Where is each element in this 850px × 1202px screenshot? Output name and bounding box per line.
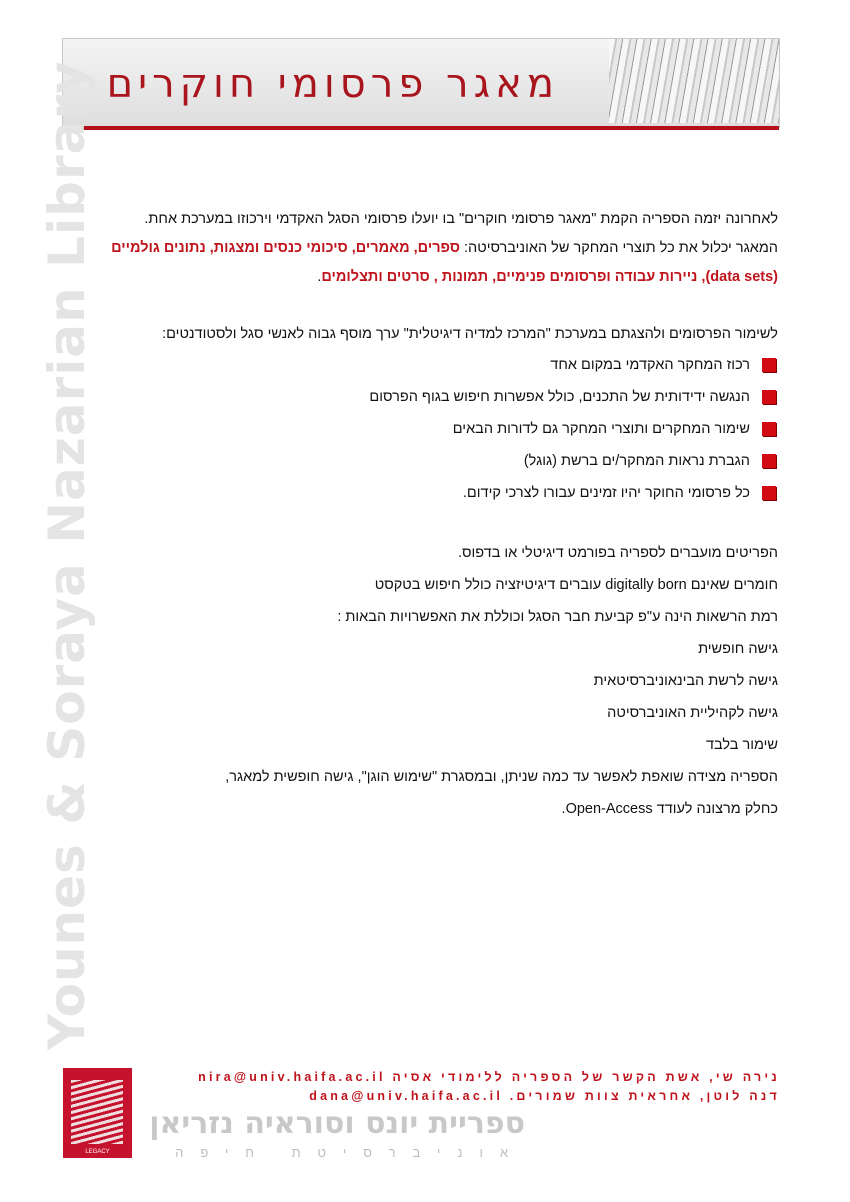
intro-line-2-text: המאגר יכלול את כל תוצרי המחקר של האוניברסיטה: <box>459 240 778 256</box>
contact-dana: דנה לוטן, אחראית צוות שמורים. dana@univ.haifa.ac.il <box>309 1089 780 1103</box>
contact-nira: נירה שי, אשת הקשר של הספריה ללימודי אסיה nira@univ.haifa.ac.il <box>198 1070 780 1084</box>
details-line: הספריה מצידה שואפת לאפשר עד כמה שניתן, ובמסגרת "שימוש הוגן", גישה חופשית למאגר, <box>225 769 778 785</box>
list-item <box>80 381 778 413</box>
benefit-text: הנגשה ידידותית של התכנים, כולל אפשרות חיפוש בגוף הפרסום <box>369 389 750 405</box>
intro-line-2 <box>80 234 778 263</box>
university-name: אוניברסיטת חיפה <box>175 1145 525 1160</box>
benefits-list <box>80 349 778 509</box>
publication-types-highlight-cont: (data sets), ניירות עבודה ופרסומים פנימיים, תמונות , סרטים ותצלומים <box>321 269 778 285</box>
access-option: שימור בלבד <box>705 737 778 753</box>
benefit-text: הגברת נראות המחקר/ים ברשת (גוגל) <box>523 453 750 469</box>
access-option: גישה חופשית <box>698 641 778 657</box>
red-square-bullet-icon <box>762 486 776 500</box>
header-underline <box>63 126 779 130</box>
publication-types-highlight: ספרים, מאמרים, סיכומי כנסים ומצגות, נתונים גולמיים <box>111 240 460 256</box>
details-line: חומרים שאינם digitally born עוברים דיגיטיזציה כולל חיפוש בטקסט <box>374 577 778 593</box>
details-line: הפריטים מועברים לספריה בפורמט דיגיטלי או בדפוס. <box>457 545 778 561</box>
intro-line-3 <box>80 263 778 292</box>
list-item <box>80 477 778 509</box>
intro-line-3-end: . <box>317 269 322 285</box>
benefit-text: כל פרסומי החוקר יהיו זמינים עבורו לצרכי קידום. <box>462 485 750 501</box>
red-square-bullet-icon <box>762 454 776 468</box>
book-pages-image <box>609 39 779 123</box>
benefit-text: רכוז המחקר האקדמי במקום אחד <box>550 357 750 373</box>
logo-caption: LEGACY <box>85 1149 110 1155</box>
details-line: רמת הרשאות הינה ע"פ קביעת חבר הסגל וכוללת את האפשרויות הבאות : <box>337 609 778 625</box>
library-name: ספריית יונס וסוראיה נזריאן <box>149 1106 525 1141</box>
library-logo <box>63 1068 132 1158</box>
access-option: גישה לרשת הבינאוניברסיטאית <box>593 673 778 689</box>
red-square-bullet-icon <box>762 422 776 436</box>
intro-line-1: לאחרונה יזמה הספריה הקמת "מאגר פרסומי חוקרים" בו יועלו פרסומי הסגל האקדמי וירכוזו במערכת אחת. <box>144 211 778 227</box>
page-title: מאגר פרסומי חוקרים <box>106 61 559 107</box>
access-option: גישה לקהיליית האוניברסיטה <box>607 705 778 721</box>
details-section <box>80 537 778 825</box>
list-item <box>80 445 778 477</box>
red-square-bullet-icon <box>762 358 776 372</box>
details-line: כחלק מרצונה לעודד Open-Access. <box>561 801 778 817</box>
red-square-bullet-icon <box>762 390 776 404</box>
benefits-heading: לשימור הפרסומים ולהצגתם במערכת "המרכז למדיה דיגיטלית" ערך מוסף גבוה לאנשי סגל ולסטודנטים: <box>162 326 778 342</box>
list-item <box>80 413 778 445</box>
library-watermark: Younes & Soraya Nazarian Library <box>38 60 96 1050</box>
list-item <box>80 349 778 381</box>
benefit-text: שימור המחקרים ותוצרי המחקר גם לדורות הבאים <box>452 421 750 437</box>
document-body <box>80 205 778 825</box>
page-header-banner <box>62 38 780 128</box>
contact-block <box>150 1068 780 1106</box>
logo-graphic <box>71 1080 123 1144</box>
